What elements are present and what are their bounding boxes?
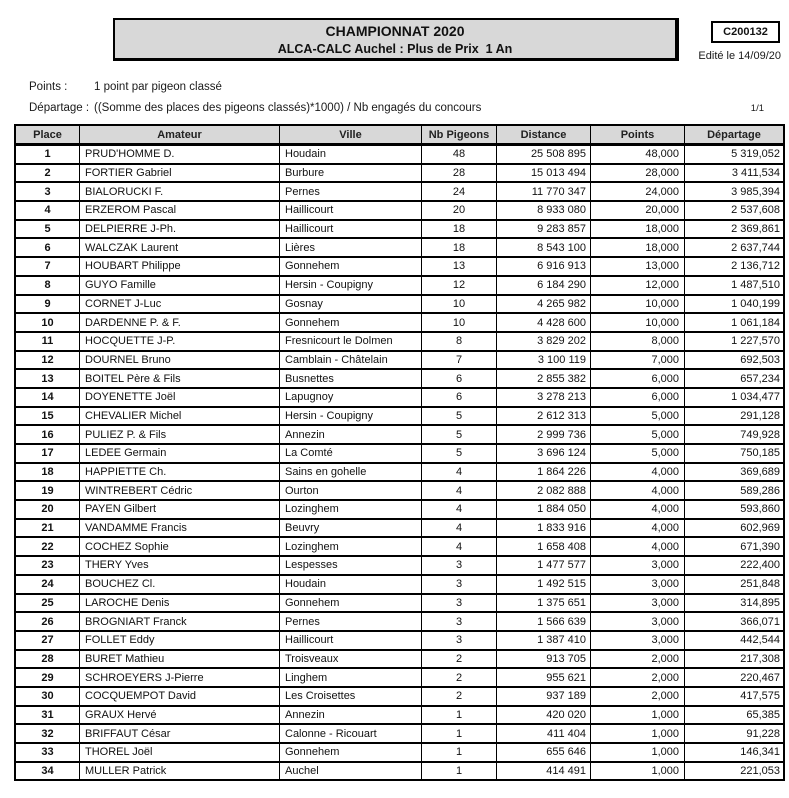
cell-departage: 657,234: [685, 369, 785, 388]
results-table: [14, 124, 785, 781]
cell-amateur: ERZEROM Pascal: [80, 201, 280, 220]
cell-points: 18,000: [591, 220, 685, 239]
cell-nb-pigeons: 1: [422, 762, 497, 781]
cell-departage: 692,503: [685, 351, 785, 370]
cell-amateur: COCQUEMPOT David: [80, 687, 280, 706]
cell-departage: 146,341: [685, 743, 785, 762]
cell-points: 6,000: [591, 388, 685, 407]
cell-nb-pigeons: 13: [422, 257, 497, 276]
cell-amateur: DARDENNE P. & F.: [80, 313, 280, 332]
cell-place: 31: [15, 706, 80, 725]
table-row: [15, 687, 784, 706]
cell-points: 3,000: [591, 631, 685, 650]
cell-place: 13: [15, 369, 80, 388]
cell-nb-pigeons: 5: [422, 425, 497, 444]
table-row: [15, 388, 784, 407]
cell-points: 8,000: [591, 332, 685, 351]
points-rule-label: Points :: [29, 80, 68, 93]
table-row: [15, 276, 784, 295]
cell-distance: 4 265 982: [497, 295, 591, 314]
cell-distance: 414 491: [497, 762, 591, 781]
table-row: [15, 575, 784, 594]
cell-distance: 1 477 577: [497, 556, 591, 575]
column-header-ville: Ville: [280, 125, 422, 145]
table-row: [15, 650, 784, 669]
cell-amateur: PAYEN Gilbert: [80, 500, 280, 519]
cell-points: 4,000: [591, 481, 685, 500]
cell-amateur: THOREL Joël: [80, 743, 280, 762]
table-row: [15, 762, 784, 781]
cell-points: 3,000: [591, 556, 685, 575]
cell-departage: 366,071: [685, 612, 785, 631]
cell-amateur: LEDEE Germain: [80, 444, 280, 463]
cell-ville: Sains en gohelle: [280, 463, 422, 482]
cell-points: 1,000: [591, 743, 685, 762]
cell-place: 12: [15, 351, 80, 370]
cell-points: 10,000: [591, 313, 685, 332]
cell-ville: Hersin - Coupigny: [280, 407, 422, 426]
cell-ville: Gonnehem: [280, 594, 422, 613]
cell-place: 33: [15, 743, 80, 762]
cell-distance: 2 855 382: [497, 369, 591, 388]
cell-nb-pigeons: 4: [422, 519, 497, 538]
table-row: [15, 556, 784, 575]
cell-nb-pigeons: 28: [422, 164, 497, 183]
cell-departage: 442,544: [685, 631, 785, 650]
cell-amateur: FOLLET Eddy: [80, 631, 280, 650]
cell-distance: 6 184 290: [497, 276, 591, 295]
cell-distance: 4 428 600: [497, 313, 591, 332]
cell-nb-pigeons: 3: [422, 631, 497, 650]
cell-points: 13,000: [591, 257, 685, 276]
cell-points: 1,000: [591, 762, 685, 781]
column-header-departage: Départage: [685, 125, 785, 145]
cell-ville: Houdain: [280, 575, 422, 594]
rules-info: [29, 76, 729, 118]
cell-ville: Busnettes: [280, 369, 422, 388]
table-row: [15, 332, 784, 351]
cell-nb-pigeons: 4: [422, 537, 497, 556]
cell-place: 10: [15, 313, 80, 332]
cell-amateur: CHEVALIER Michel: [80, 407, 280, 426]
cell-place: 20: [15, 500, 80, 519]
cell-departage: 593,860: [685, 500, 785, 519]
cell-amateur: LAROCHE Denis: [80, 594, 280, 613]
cell-place: 22: [15, 537, 80, 556]
points-rule-value: 1 point par pigeon classé: [94, 80, 222, 93]
cell-points: 4,000: [591, 500, 685, 519]
cell-points: 10,000: [591, 295, 685, 314]
cell-amateur: PRUD'HOMME D.: [80, 145, 280, 164]
cell-place: 28: [15, 650, 80, 669]
cell-departage: 251,848: [685, 575, 785, 594]
table-row: [15, 537, 784, 556]
table-row: [15, 500, 784, 519]
cell-distance: 2 999 736: [497, 425, 591, 444]
cell-points: 4,000: [591, 519, 685, 538]
cell-place: 16: [15, 425, 80, 444]
table-row: [15, 220, 784, 239]
report-code-box: C200132: [711, 21, 780, 43]
cell-distance: 3 100 119: [497, 351, 591, 370]
cell-distance: 2 612 313: [497, 407, 591, 426]
cell-amateur: BOUCHEZ Cl.: [80, 575, 280, 594]
cell-place: 25: [15, 594, 80, 613]
cell-departage: 2 637,744: [685, 238, 785, 257]
cell-points: 5,000: [591, 407, 685, 426]
cell-distance: 6 916 913: [497, 257, 591, 276]
cell-distance: 1 492 515: [497, 575, 591, 594]
championship-title: CHAMPIONNAT 2020: [325, 22, 465, 39]
cell-amateur: WALCZAK Laurent: [80, 238, 280, 257]
cell-nb-pigeons: 10: [422, 313, 497, 332]
cell-departage: 221,053: [685, 762, 785, 781]
cell-ville: Camblain - Châtelain: [280, 351, 422, 370]
cell-points: 18,000: [591, 238, 685, 257]
table-row: [15, 313, 784, 332]
table-row: [15, 369, 784, 388]
table-row: [15, 724, 784, 743]
table-row: [15, 145, 784, 164]
cell-nb-pigeons: 8: [422, 332, 497, 351]
cell-amateur: VANDAMME Francis: [80, 519, 280, 538]
cell-points: 6,000: [591, 369, 685, 388]
cell-distance: 1 375 651: [497, 594, 591, 613]
cell-distance: 8 543 100: [497, 238, 591, 257]
cell-distance: 9 283 857: [497, 220, 591, 239]
cell-departage: 217,308: [685, 650, 785, 669]
cell-place: 7: [15, 257, 80, 276]
cell-ville: Pernes: [280, 612, 422, 631]
cell-departage: 602,969: [685, 519, 785, 538]
table-row: [15, 407, 784, 426]
cell-departage: 1 040,199: [685, 295, 785, 314]
departage-rule-value: ((Somme des places des pigeons classés)*1000) / Nb engagés du concours: [94, 101, 482, 114]
page-number: 1/1: [750, 103, 764, 114]
cell-departage: 3 411,534: [685, 164, 785, 183]
cell-departage: 1 487,510: [685, 276, 785, 295]
cell-departage: 2 369,861: [685, 220, 785, 239]
cell-ville: Haillicourt: [280, 220, 422, 239]
cell-points: 20,000: [591, 201, 685, 220]
cell-nb-pigeons: 5: [422, 444, 497, 463]
cell-nb-pigeons: 2: [422, 687, 497, 706]
cell-ville: Burbure: [280, 164, 422, 183]
cell-nb-pigeons: 20: [422, 201, 497, 220]
table-row: [15, 164, 784, 183]
cell-place: 6: [15, 238, 80, 257]
cell-place: 1: [15, 145, 80, 164]
table-row: [15, 743, 784, 762]
cell-departage: 369,689: [685, 463, 785, 482]
cell-ville: Lespesses: [280, 556, 422, 575]
cell-amateur: COCHEZ Sophie: [80, 537, 280, 556]
cell-ville: Haillicourt: [280, 201, 422, 220]
cell-points: 4,000: [591, 463, 685, 482]
cell-distance: 2 082 888: [497, 481, 591, 500]
cell-points: 2,000: [591, 668, 685, 687]
cell-place: 9: [15, 295, 80, 314]
cell-amateur: BIALORUCKI F.: [80, 182, 280, 201]
cell-nb-pigeons: 3: [422, 575, 497, 594]
cell-points: 2,000: [591, 687, 685, 706]
cell-place: 3: [15, 182, 80, 201]
cell-place: 32: [15, 724, 80, 743]
cell-departage: 589,286: [685, 481, 785, 500]
cell-ville: Gonnehem: [280, 257, 422, 276]
cell-place: 34: [15, 762, 80, 781]
cell-nb-pigeons: 3: [422, 594, 497, 613]
cell-departage: 749,928: [685, 425, 785, 444]
table-row: [15, 706, 784, 725]
cell-amateur: BURET Mathieu: [80, 650, 280, 669]
edited-date: Edité le 14/09/20: [698, 50, 781, 62]
cell-ville: Troisveaux: [280, 650, 422, 669]
cell-departage: 220,467: [685, 668, 785, 687]
cell-distance: 1 387 410: [497, 631, 591, 650]
cell-ville: Haillicourt: [280, 631, 422, 650]
cell-place: 11: [15, 332, 80, 351]
cell-distance: 15 013 494: [497, 164, 591, 183]
cell-distance: 655 646: [497, 743, 591, 762]
table-row: [15, 594, 784, 613]
cell-departage: 3 985,394: [685, 182, 785, 201]
cell-place: 4: [15, 201, 80, 220]
cell-ville: Gonnehem: [280, 313, 422, 332]
cell-distance: 1 884 050: [497, 500, 591, 519]
cell-distance: 3 696 124: [497, 444, 591, 463]
cell-distance: 1 833 916: [497, 519, 591, 538]
cell-place: 19: [15, 481, 80, 500]
cell-departage: 1 061,184: [685, 313, 785, 332]
cell-ville: Calonne - Ricouart: [280, 724, 422, 743]
cell-nb-pigeons: 12: [422, 276, 497, 295]
points-rule-line: [29, 76, 729, 97]
table-row: [15, 182, 784, 201]
cell-place: 15: [15, 407, 80, 426]
cell-ville: Lapugnoy: [280, 388, 422, 407]
cell-amateur: BRIFFAUT César: [80, 724, 280, 743]
cell-amateur: FORTIER Gabriel: [80, 164, 280, 183]
cell-ville: Annezin: [280, 425, 422, 444]
table-row: [15, 295, 784, 314]
cell-nb-pigeons: 10: [422, 295, 497, 314]
cell-departage: 750,185: [685, 444, 785, 463]
cell-points: 1,000: [591, 724, 685, 743]
cell-distance: 3 278 213: [497, 388, 591, 407]
table-row: [15, 519, 784, 538]
cell-departage: 671,390: [685, 537, 785, 556]
column-header-place: Place: [15, 125, 80, 145]
cell-place: 27: [15, 631, 80, 650]
cell-amateur: MULLER Patrick: [80, 762, 280, 781]
cell-nb-pigeons: 1: [422, 743, 497, 762]
cell-amateur: BOITEL Père & Fils: [80, 369, 280, 388]
cell-amateur: CORNET J-Luc: [80, 295, 280, 314]
cell-ville: Annezin: [280, 706, 422, 725]
cell-nb-pigeons: 5: [422, 407, 497, 426]
cell-departage: 222,400: [685, 556, 785, 575]
cell-amateur: HAPPIETTE Ch.: [80, 463, 280, 482]
cell-ville: Linghem: [280, 668, 422, 687]
cell-points: 3,000: [591, 575, 685, 594]
cell-nb-pigeons: 18: [422, 220, 497, 239]
cell-ville: Gonnehem: [280, 743, 422, 762]
cell-distance: 8 933 080: [497, 201, 591, 220]
cell-ville: Houdain: [280, 145, 422, 164]
cell-departage: 2 537,608: [685, 201, 785, 220]
cell-departage: 1 227,570: [685, 332, 785, 351]
cell-nb-pigeons: 48: [422, 145, 497, 164]
cell-ville: Auchel: [280, 762, 422, 781]
cell-place: 17: [15, 444, 80, 463]
table-row: [15, 257, 784, 276]
cell-distance: 1 566 639: [497, 612, 591, 631]
cell-points: 24,000: [591, 182, 685, 201]
cell-ville: Beuvry: [280, 519, 422, 538]
cell-points: 28,000: [591, 164, 685, 183]
cell-distance: 1 658 408: [497, 537, 591, 556]
table-row: [15, 481, 784, 500]
cell-place: 30: [15, 687, 80, 706]
cell-amateur: HOUBART Philippe: [80, 257, 280, 276]
cell-place: 21: [15, 519, 80, 538]
table-row: [15, 238, 784, 257]
cell-amateur: GUYO Famille: [80, 276, 280, 295]
cell-distance: 25 508 895: [497, 145, 591, 164]
cell-points: 12,000: [591, 276, 685, 295]
cell-points: 1,000: [591, 706, 685, 725]
cell-ville: Lozinghem: [280, 537, 422, 556]
cell-nb-pigeons: 3: [422, 556, 497, 575]
cell-points: 3,000: [591, 594, 685, 613]
cell-points: 7,000: [591, 351, 685, 370]
cell-nb-pigeons: 18: [422, 238, 497, 257]
cell-amateur: GRAUX Hervé: [80, 706, 280, 725]
cell-amateur: WINTREBERT Cédric: [80, 481, 280, 500]
table-row: [15, 668, 784, 687]
cell-ville: Lozinghem: [280, 500, 422, 519]
cell-points: 2,000: [591, 650, 685, 669]
cell-ville: La Comté: [280, 444, 422, 463]
cell-amateur: BROGNIART Franck: [80, 612, 280, 631]
column-header-amateur: Amateur: [80, 125, 280, 145]
championship-subtitle: ALCA-CALC Auchel : Plus de Prix 1 An: [277, 41, 513, 56]
cell-nb-pigeons: 2: [422, 668, 497, 687]
cell-nb-pigeons: 7: [422, 351, 497, 370]
cell-place: 2: [15, 164, 80, 183]
cell-distance: 913 705: [497, 650, 591, 669]
cell-points: 48,000: [591, 145, 685, 164]
cell-nb-pigeons: 1: [422, 724, 497, 743]
cell-departage: 91,228: [685, 724, 785, 743]
column-header-distance: Distance: [497, 125, 591, 145]
table-header-row: [15, 125, 784, 145]
cell-nb-pigeons: 6: [422, 369, 497, 388]
cell-ville: Hersin - Coupigny: [280, 276, 422, 295]
table-row: [15, 612, 784, 631]
cell-ville: Pernes: [280, 182, 422, 201]
departage-rule-label: Départage :: [29, 101, 90, 114]
table-row: [15, 425, 784, 444]
column-header-points: Points: [591, 125, 685, 145]
cell-departage: 5 319,052: [685, 145, 785, 164]
cell-place: 5: [15, 220, 80, 239]
cell-points: 4,000: [591, 537, 685, 556]
cell-distance: 3 829 202: [497, 332, 591, 351]
cell-points: 3,000: [591, 612, 685, 631]
cell-nb-pigeons: 4: [422, 463, 497, 482]
cell-departage: 2 136,712: [685, 257, 785, 276]
cell-amateur: PULIEZ P. & Fils: [80, 425, 280, 444]
cell-departage: 65,385: [685, 706, 785, 725]
cell-distance: 937 189: [497, 687, 591, 706]
cell-place: 24: [15, 575, 80, 594]
cell-place: 23: [15, 556, 80, 575]
cell-departage: 291,128: [685, 407, 785, 426]
cell-distance: 955 621: [497, 668, 591, 687]
cell-nb-pigeons: 2: [422, 650, 497, 669]
cell-amateur: SCHROEYERS J-Pierre: [80, 668, 280, 687]
cell-nb-pigeons: 1: [422, 706, 497, 725]
table-row: [15, 201, 784, 220]
table-row: [15, 444, 784, 463]
table-row: [15, 351, 784, 370]
cell-amateur: DELPIERRE J-Ph.: [80, 220, 280, 239]
cell-departage: 1 034,477: [685, 388, 785, 407]
cell-distance: 420 020: [497, 706, 591, 725]
cell-ville: Gosnay: [280, 295, 422, 314]
title-box: [113, 18, 679, 61]
cell-nb-pigeons: 3: [422, 612, 497, 631]
departage-rule-line: [29, 97, 729, 118]
cell-ville: Fresnicourt le Dolmen: [280, 332, 422, 351]
cell-amateur: THERY Yves: [80, 556, 280, 575]
cell-nb-pigeons: 6: [422, 388, 497, 407]
column-header-nb-pigeons: Nb Pigeons: [422, 125, 497, 145]
cell-nb-pigeons: 4: [422, 481, 497, 500]
table-row: [15, 463, 784, 482]
cell-points: 5,000: [591, 425, 685, 444]
cell-departage: 314,895: [685, 594, 785, 613]
cell-place: 26: [15, 612, 80, 631]
cell-amateur: HOCQUETTE J-P.: [80, 332, 280, 351]
cell-departage: 417,575: [685, 687, 785, 706]
cell-distance: 1 864 226: [497, 463, 591, 482]
cell-distance: 11 770 347: [497, 182, 591, 201]
cell-amateur: DOYENETTE Joël: [80, 388, 280, 407]
cell-place: 29: [15, 668, 80, 687]
cell-ville: Lières: [280, 238, 422, 257]
cell-place: 14: [15, 388, 80, 407]
cell-amateur: DOURNEL Bruno: [80, 351, 280, 370]
cell-nb-pigeons: 24: [422, 182, 497, 201]
cell-nb-pigeons: 4: [422, 500, 497, 519]
cell-points: 5,000: [591, 444, 685, 463]
cell-ville: Les Croisettes: [280, 687, 422, 706]
table-row: [15, 631, 784, 650]
cell-place: 8: [15, 276, 80, 295]
cell-place: 18: [15, 463, 80, 482]
cell-ville: Ourton: [280, 481, 422, 500]
cell-distance: 411 404: [497, 724, 591, 743]
